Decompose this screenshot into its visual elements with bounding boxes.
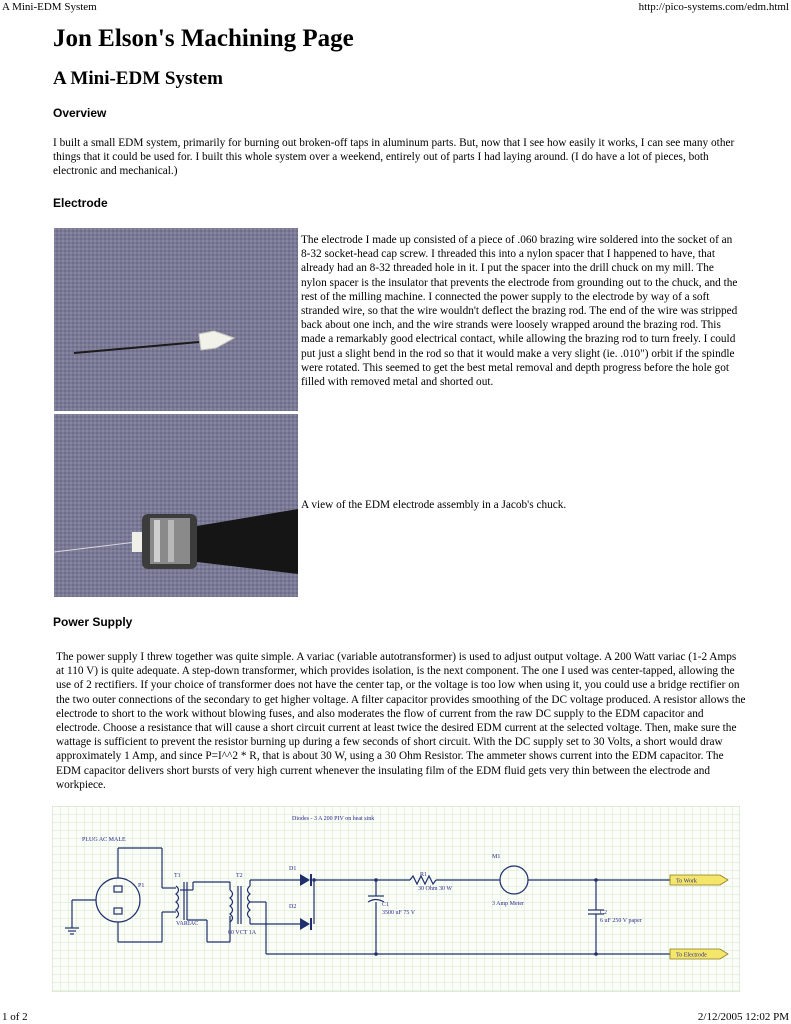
overview-paragraph: I built a small EDM system, primarily for burning out broken-off taps in aluminum parts. But, now that I see how easily it works, I can see many other things that it could be used for. I built this whole system over a weekend, entirely out of parts I had laying around. (I do have a lot of pieces, both electronic and mechanical.)	[53, 137, 735, 178]
c2-rating: 6 uF 250 V paper	[600, 918, 642, 924]
power-supply-schematic	[52, 806, 740, 992]
schematic-note: Diodes - 3 A 200 PIV on heat sink	[292, 816, 375, 822]
variac-label: VARIAC	[176, 921, 199, 927]
c1-label: C1	[382, 902, 390, 908]
chuck-photo	[54, 414, 298, 597]
t2-rating: 60 VCT 1A	[228, 930, 257, 936]
electrode-paragraph: The electrode I made up consisted of a piece of .060 brazing wire soldered into the socket of an 8-32 socket-head cap screw. I threaded this into a nylon spacer that I happened to have, that already had an 8-32 threaded hole in it. I put the spacer into the drill chuck on my mill. The nylon spacer is the insulator that prevents the electrode from grounding out to the chuck, and the rest of the milling machine. I connected the power supply to the electrode by way of a soft stranded wire, so that the wire wouldn't deflect the brazing rod. The end of the wire was stripped back about one inch, and the wire strands were loosely wrapped around the brazing rod. This made a remarkably good electrical contact, while allowing the brazing rod to turn freely. I could put just a slight bend in the rod so that it would make a very slight (ie. .010") orbit if the spindle were rotated. This seemed to get the best metal removal and depth progress before the hole got filled with removed metal and shorted out.	[301, 234, 738, 389]
section-heading-power-supply: Power Supply	[53, 615, 133, 629]
page-count: 1 of 2	[2, 1011, 28, 1023]
c1-rating: 3500 uF 75 V	[382, 910, 416, 916]
section-heading-electrode: Electrode	[53, 196, 108, 210]
c2-label: C2	[600, 910, 608, 916]
r1-rating: 30 Ohm 30 W	[418, 886, 453, 892]
browser-page-title: A Mini-EDM System	[2, 1, 97, 13]
browser-page-url[interactable]: http://pico-systems.com/edm.html	[638, 1, 789, 13]
plug-label: PLUG AC MALE	[82, 837, 126, 843]
r1-label: R1	[420, 872, 428, 878]
page-title: A Mini-EDM System	[53, 68, 223, 89]
power-supply-paragraph: The power supply I threw together was quite simple. A variac (variable autotransformer) is used to adjust output voltage. A 200 Watt variac (1-2 Amps at 110 V) is quite adequate. A step-down transformer, which provides isolation, is the next component. The one I used was center-tapped, allowing the use of 2 rectifiers. If your choice of transformer does not have the center tap, or the voltage is too low when using it, you could use a bridge rectifier on the two outer connections of the secondary to get higher voltage. A filter capacitor provides smoothing of the DC voltage produced. A resistor allows the electrode to short to the work without blowing fuses, and also moderates the flow of current from the raw DC supply to the EDM capacitor and electrode. Choose a resistance that will cause a short circuit current at least twice the desired EDM current at the selected voltage. Then, make sure the wattage is sufficient to prevent the resistor burning up during a few seconds of short circuit. With the DC supply set to 30 Volts, a short would draw approximately 1 Amp, and since P=I^^2 * R, that is about 30 W, using a 30 Ohm Resistor. The ammeter shows current into the EDM capacitor. The EDM capacitor delivers short bursts of very high current whenever the insulating film of the EDM fluid gets very thin between the electrode and workpiece.	[56, 651, 746, 791]
print-datetime: 2/12/2005 12:02 PM	[697, 1011, 789, 1023]
chuck-caption: A view of the EDM electrode assembly in a Jacob's chuck.	[301, 499, 567, 511]
to-electrode-flag: To Electrode	[676, 952, 707, 959]
section-heading-overview: Overview	[53, 106, 107, 120]
d1-label: D1	[289, 866, 297, 872]
t1-label: T1	[174, 873, 181, 879]
p1-label: P1	[138, 883, 145, 889]
to-work-flag: To Work	[676, 878, 697, 885]
d2-label: D2	[289, 904, 297, 910]
electrode-photo	[54, 228, 298, 411]
site-title: Jon Elson's Machining Page	[53, 25, 354, 52]
m1-rating: 3 Amp Meter	[492, 901, 524, 907]
t2-label: T2	[236, 873, 243, 879]
m1-label: M1	[492, 854, 501, 860]
